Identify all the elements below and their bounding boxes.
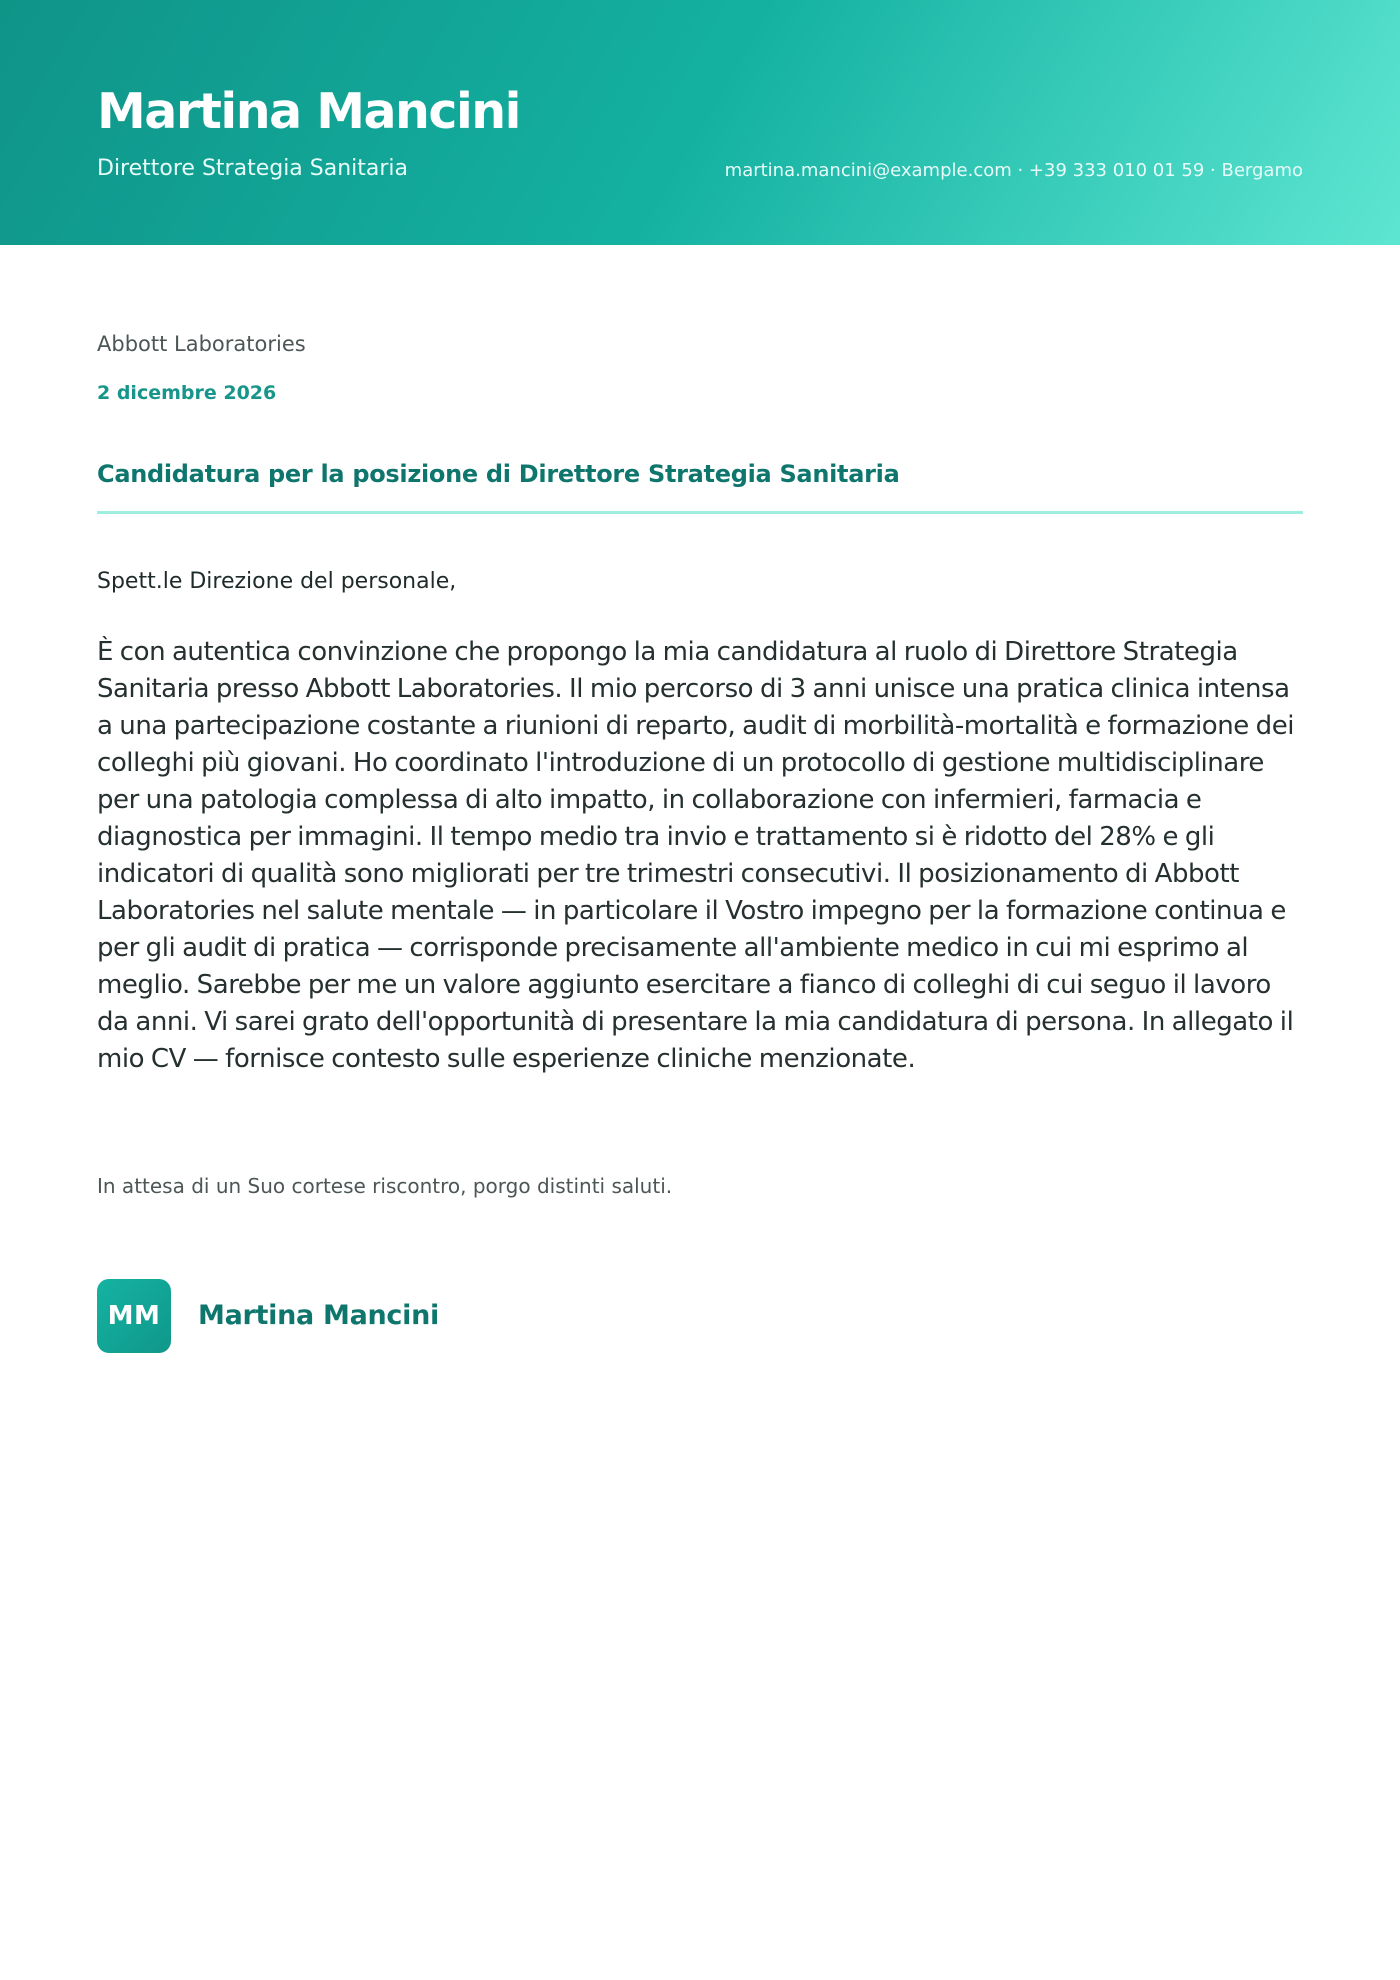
- sender-role: Direttore Strategia Sanitaria: [97, 156, 409, 181]
- letterhead-banner: [0, 0, 1400, 245]
- letter-subject: Candidatura per la posizione di Direttore Strategia Sanitaria: [97, 460, 900, 488]
- signature-avatar: MM: [97, 1279, 171, 1353]
- sender-contact: martina.mancini@example.com · +39 333 010 01 59 · Bergamo: [724, 160, 1303, 181]
- closing-line: In attesa di un Suo cortese riscontro, porgo distinti saluti.: [97, 1174, 673, 1198]
- letter-body: È con autentica convinzione che propongo la mia candidatura al ruolo di Direttore Strategia Sanitaria presso Abbott Laboratories. Il mio percorso di 3 anni unisce una pratica clinica intensa a una partecipazione costante a riunioni di reparto, audit di morbilità-mortalità e formazione dei colleghi più giovani. Ho coordinato l'introduzione di un protocollo di gestione multidisciplinare per una patologia complessa di alto impatto, in collaborazione con infermieri, farmacia e diagnostica per immagini. Il tempo medio tra invio e trattamento si è ridotto del 28% e gli indicatori di qualità sono migliorati per tre trimestri consecutivi. Il posizionamento di Abbott Laboratories nel salute mentale — in particolare il Vostro impegno per la formazione continua e per gli audit di pratica — corrisponde precisamente all'ambiente medico in cui mi esprimo al meglio. Sarebbe per me un valore aggiunto esercitare a fianco di colleghi di cui seguo il lavoro da anni. Vi sarei grato dell'opportunità di presentare la mia candidatura di persona. In allegato il mio CV — fornisce contesto sulle esperienze cliniche menzionate.: [97, 637, 1295, 1074]
- sender-name: Martina Mancini: [97, 83, 520, 140]
- salutation: Spett.le Direzione del personale,: [97, 569, 457, 594]
- recipient-company: Abbott Laboratories: [97, 332, 306, 356]
- subject-divider: [97, 511, 1303, 514]
- letter-date: 2 dicembre 2026: [97, 382, 277, 404]
- signature-name: Martina Mancini: [198, 1300, 439, 1331]
